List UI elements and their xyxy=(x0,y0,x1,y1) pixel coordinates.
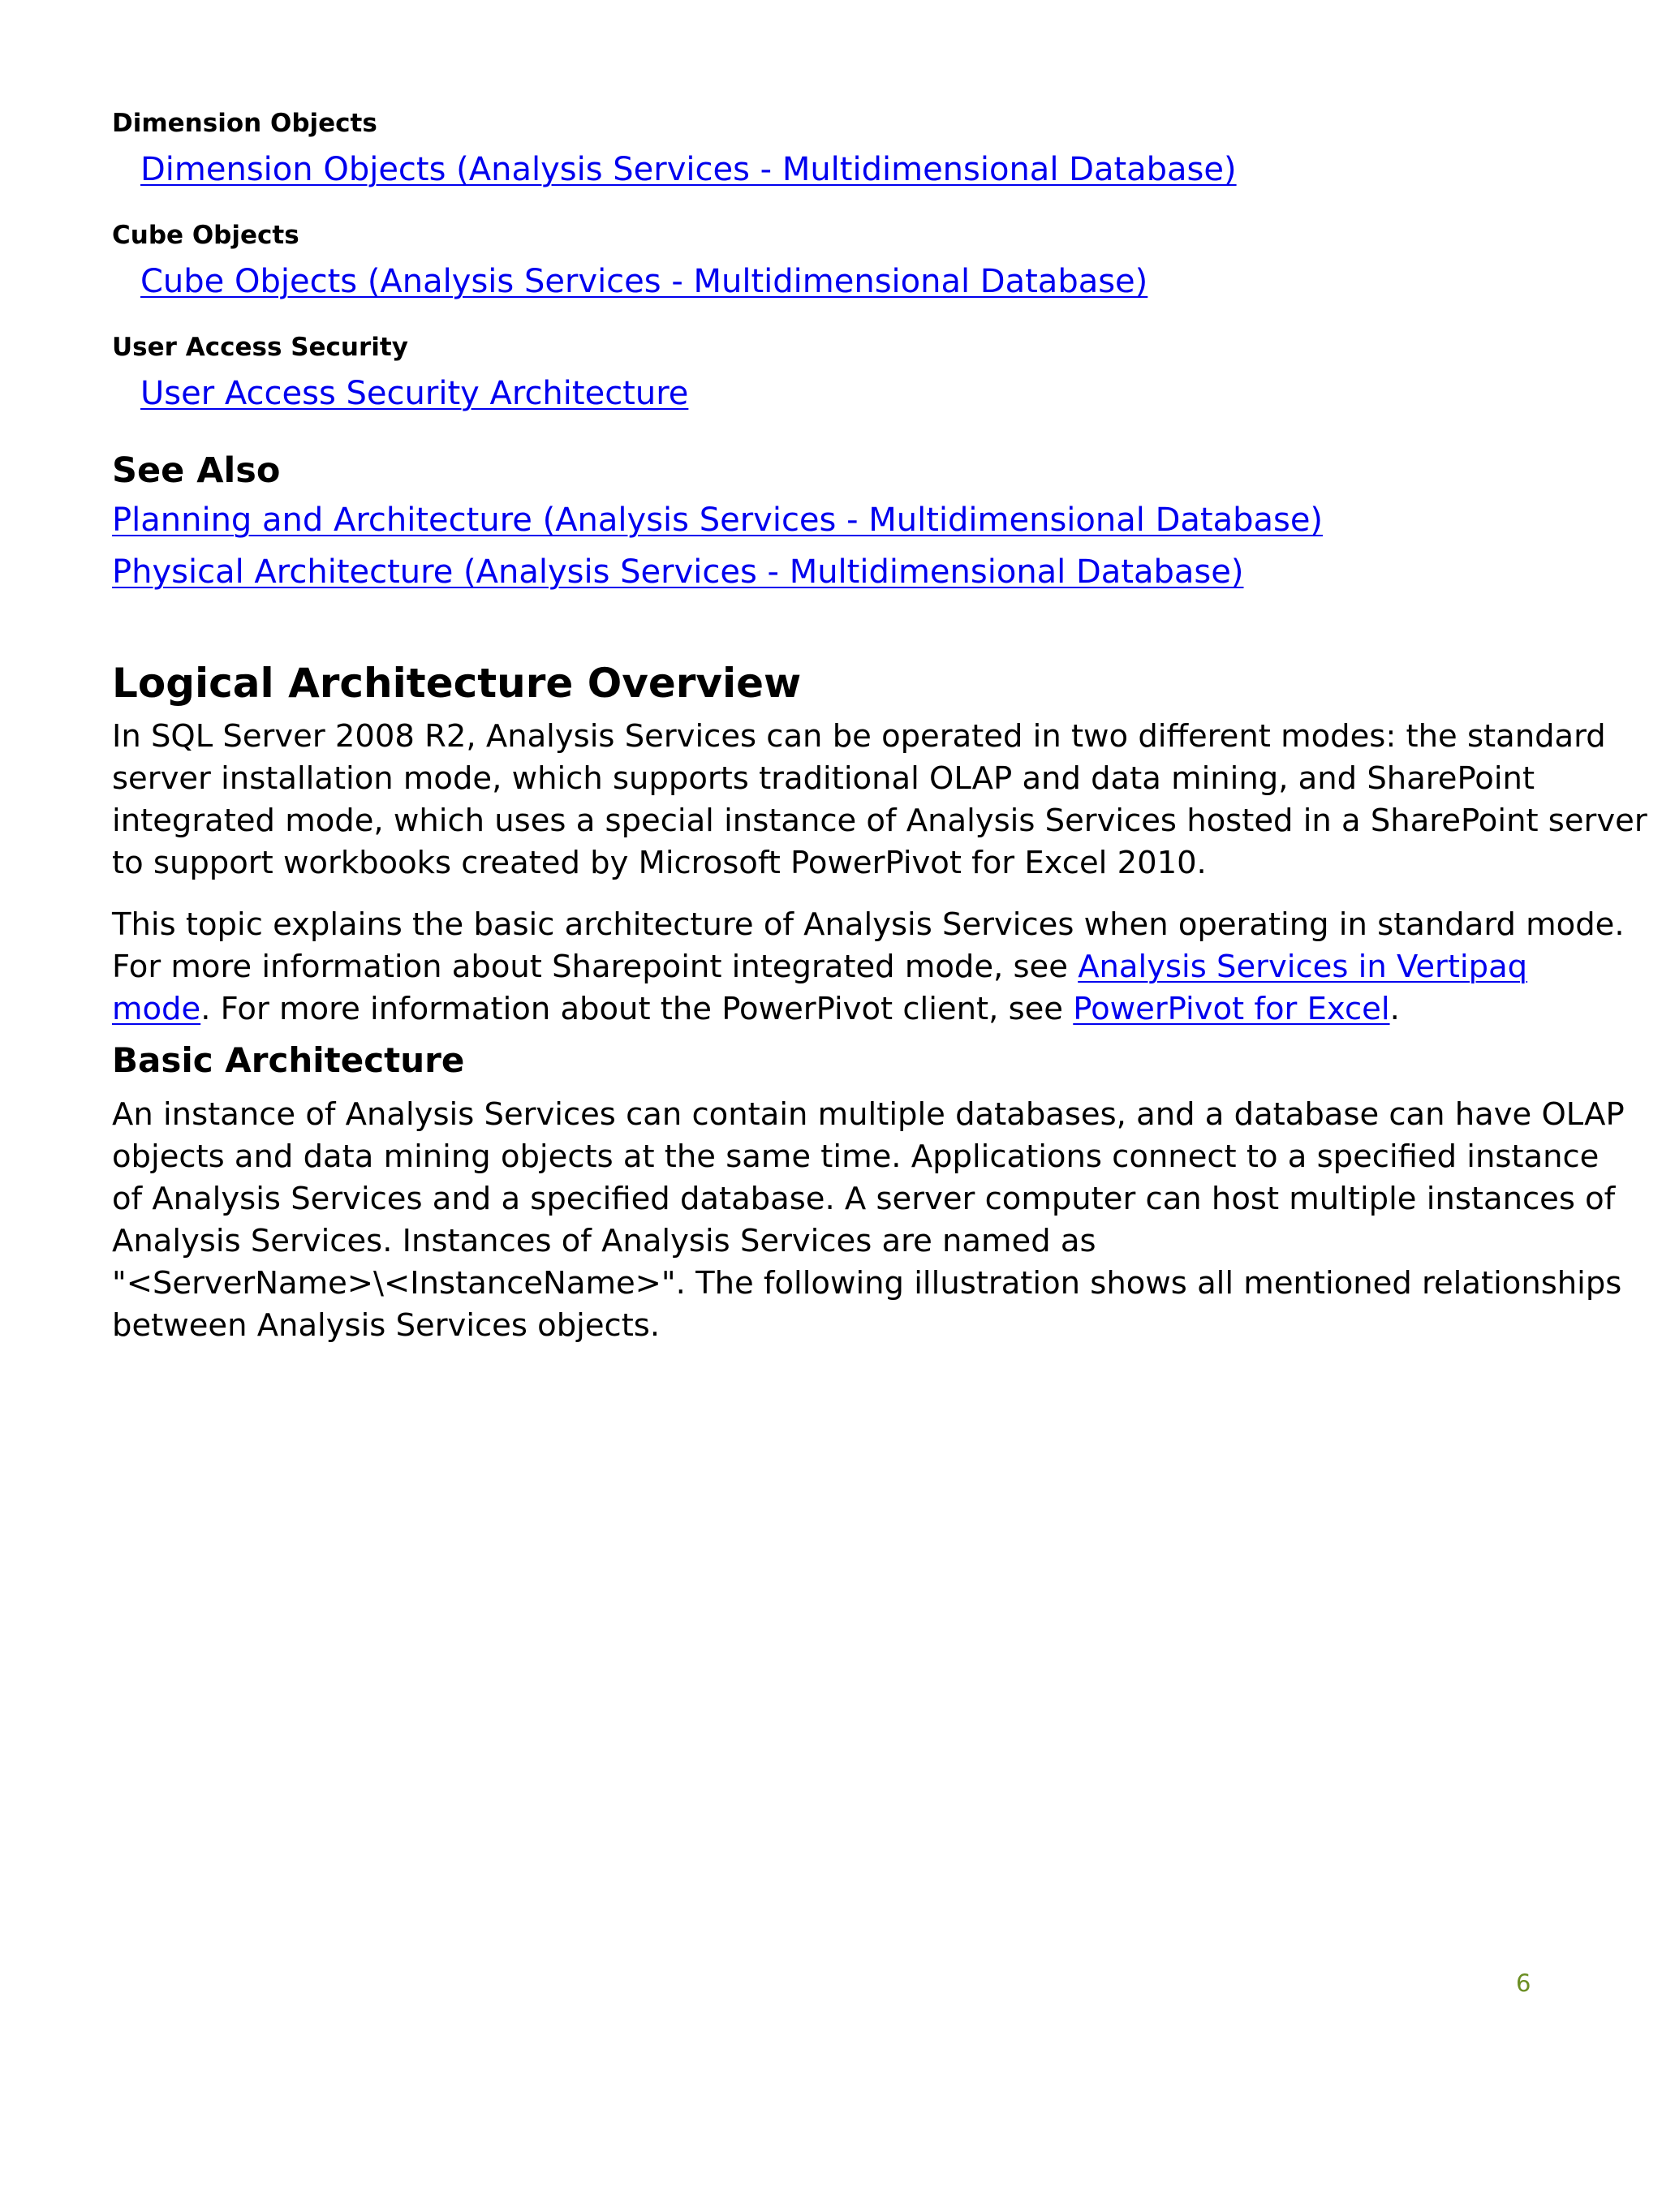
text-line xyxy=(112,946,1557,988)
powerpivot-excel-link[interactable]: PowerPivot for Excel xyxy=(1073,991,1390,1027)
vertipaq-mode-link-part2[interactable]: mode xyxy=(112,991,201,1027)
user-access-security-link[interactable]: User Access Security Architecture xyxy=(140,375,689,412)
text-line: objects and data mining objects at the same time. Applications connect to a specified instance xyxy=(112,1138,1600,1175)
cube-objects-heading: Cube Objects xyxy=(112,221,299,250)
basic-architecture-heading: Basic Architecture xyxy=(112,1040,465,1080)
cube-objects-link[interactable]: Cube Objects (Analysis Services - Multidimensional Database) xyxy=(140,263,1148,300)
basic-architecture-paragraph xyxy=(112,1094,1625,1347)
dimension-objects-heading: Dimension Objects xyxy=(112,109,377,138)
text-line: between Analysis Services objects. xyxy=(112,1307,661,1344)
text-line: server installation mode, which supports traditional OLAP and data mining, and SharePoint xyxy=(112,760,1535,797)
vertipaq-mode-link-part1[interactable]: Analysis Services in Vertipaq xyxy=(1078,949,1528,985)
text-line: of Analysis Services and a specified database. A server computer can host multiple instances of xyxy=(112,1181,1616,1217)
text-line xyxy=(112,988,1557,1031)
text-line: An instance of Analysis Services can contain multiple databases, and a database can have OLAP xyxy=(112,1096,1625,1133)
text-line: In SQL Server 2008 R2, Analysis Services can be operated in two different modes: the standard xyxy=(112,718,1606,755)
physical-architecture-link[interactable]: Physical Architecture (Analysis Services - Multidimensional Database) xyxy=(112,553,1244,591)
overview-paragraph-1 xyxy=(112,716,1647,884)
logical-architecture-title: Logical Architecture Overview xyxy=(112,660,802,707)
user-access-security-heading: User Access Security xyxy=(112,333,408,362)
text-line: "<ServerName>\<InstanceName>". The following illustration shows all mentioned relationships xyxy=(112,1265,1622,1302)
planning-architecture-link[interactable]: Planning and Architecture (Analysis Services - Multidimensional Database) xyxy=(112,501,1324,539)
text-line: integrated mode, which uses a special instance of Analysis Services hosted in a SharePoint server xyxy=(112,803,1647,839)
text-line: to support workbooks created by Microsoft PowerPivot for Excel 2010. xyxy=(112,845,1207,881)
dimension-objects-link[interactable]: Dimension Objects (Analysis Services - Multidimensional Database) xyxy=(140,151,1237,188)
text-line: This topic explains the basic architecture of Analysis Services when operating in standard mode. xyxy=(112,906,1625,943)
text-line: Analysis Services. Instances of Analysis Services are named as xyxy=(112,1223,1096,1259)
page-number: 6 xyxy=(1516,1969,1531,1997)
inline-text: For more information about Sharepoint integrated mode, see xyxy=(112,949,1079,985)
inline-text: . For more information about the PowerPivot client, see xyxy=(200,991,1074,1027)
inline-text: . xyxy=(1389,991,1400,1027)
see-also-heading: See Also xyxy=(112,450,281,491)
overview-paragraph-2 xyxy=(112,904,1625,1031)
